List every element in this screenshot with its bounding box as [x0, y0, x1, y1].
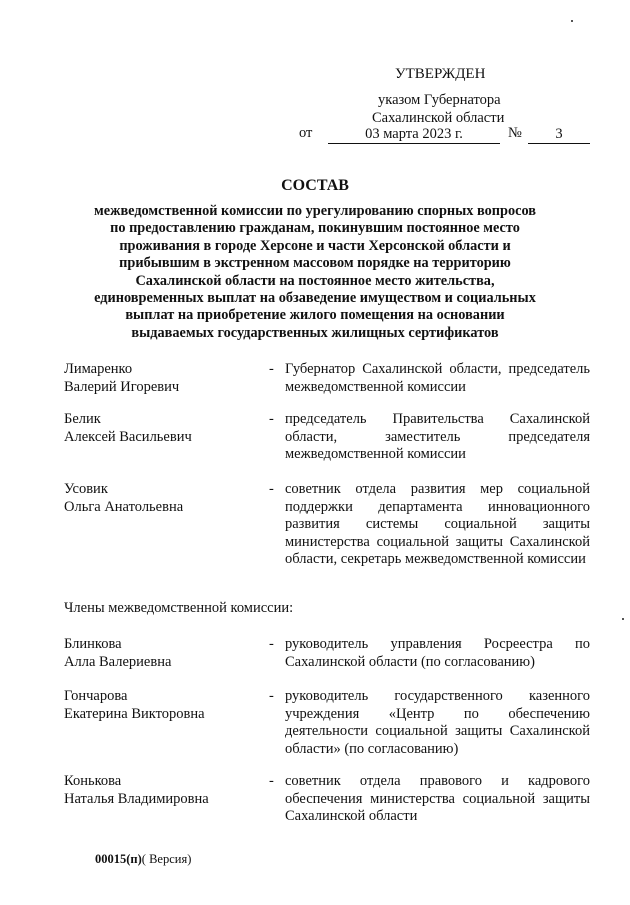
member-name: Блинкова Алла Валериевна	[64, 636, 172, 670]
footer-version: ( Версия)	[141, 852, 192, 866]
member-name: Белик Алексей Васильевич	[64, 411, 192, 445]
member-dash: -	[269, 773, 274, 789]
approval-title: УТВЕРЖДЕН	[395, 66, 486, 82]
member-dash: -	[269, 411, 274, 427]
member-role: руководитель государственного казенного учреждения «Центр по обеспечению деятельности социальной защиты Сахалинской области» (по согласованию)	[285, 688, 590, 757]
approval-number: 3	[528, 125, 590, 144]
member-name: Лимаренко Валерий Игоревич	[64, 361, 180, 395]
approval-line-1: указом Губернатора	[378, 92, 501, 108]
member-name: Гончарова Екатерина Викторовна	[64, 688, 205, 722]
member-role: советник отдела развития мер социальной поддержки департамента инновационного развития системы социальной защиты министерства социальной защиты Сахалинской области, секретарь межведомственной комиссии	[285, 481, 590, 567]
section-heading: Члены межведомственной комиссии:	[64, 600, 294, 616]
approval-date-row	[0, 125, 630, 147]
date-prefix: от	[299, 125, 313, 141]
member-name: Конькова Наталья Владимировна	[64, 773, 209, 807]
footer-code	[95, 852, 191, 867]
member-role: руководитель управления Росреестра по Сахалинской области (по согласованию)	[285, 636, 590, 670]
approval-date: 03 марта 2023 г.	[328, 125, 500, 144]
member-role: советник отдела правового и кадрового обеспечения министерства социальной защиты Сахалинской области	[285, 773, 590, 824]
member-role: председатель Правительства Сахалинской области, заместитель председателя межведомственной комиссии	[285, 411, 590, 462]
footer-code-number: 00015(п)	[95, 852, 142, 866]
document-subtitle: межведомственной комиссии по урегулированию спорных вопросов по предоставлению гражданам, покинувшим постоянное место проживания в городе Херсоне и части Херсонской области и прибывшим в экстренном массовом порядке на территорию Сахалинской области на постоянное место жительства, единовременных выплат на обзаведение имуществом и социальных выплат на приобретение жилого помещения на основании выдаваемых государственных жилищных сертификатов	[94, 203, 536, 341]
document-title: СОСТАВ	[281, 177, 349, 194]
member-dash: -	[269, 361, 274, 377]
member-name: Усовик Ольга Анатольевна	[64, 481, 184, 515]
number-prefix: №	[508, 125, 522, 141]
member-dash: -	[269, 481, 274, 497]
approval-line-2: Сахалинской области	[372, 110, 505, 126]
member-dash: -	[269, 636, 274, 652]
scan-speck	[571, 20, 573, 22]
member-role: Губернатор Сахалинской области, председатель межведомственной комиссии	[285, 361, 590, 395]
scan-speck	[622, 618, 624, 620]
member-dash: -	[269, 688, 274, 704]
